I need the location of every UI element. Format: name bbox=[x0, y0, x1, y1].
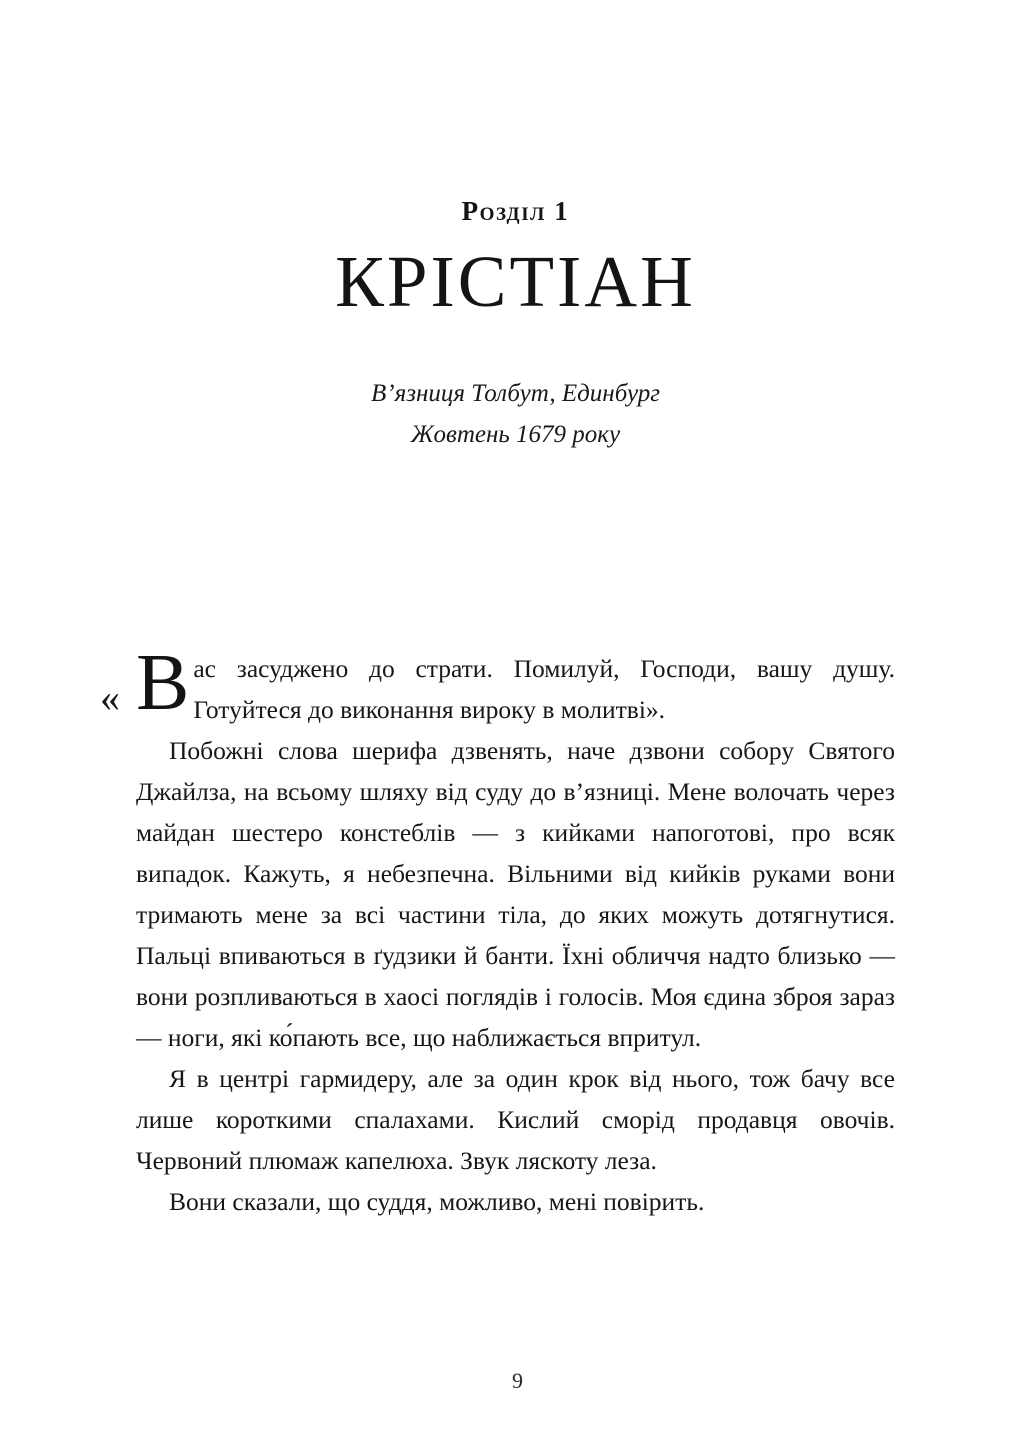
chapter-subtitle-date: Жовтень 1679 року bbox=[410, 420, 621, 448]
chapter-title: КРІСТІАН bbox=[335, 241, 696, 323]
chapter-heading-block bbox=[136, 196, 895, 455]
paragraph-3: Я в центрі гармидеру, але за один крок від нього, тож бачу все лише короткими спалахами. Кислий сморід продавця овочів. Червоний плюмаж капелюха. Звук ляскоту леза. bbox=[136, 1064, 895, 1175]
paragraph-4: Вони сказали, що суддя, можливо, мені повірить. bbox=[169, 1187, 705, 1216]
chapter-number-label: Розділ 1 bbox=[461, 196, 570, 226]
paragraph-2: Побожні слова шерифа дзвенять, наче дзвони собору Святого Джайлза, на всьому шляху від суду до в’язниці. Мене волочать через майдан шестеро констеблів — з кийками напоготові, про всяк випадок. Кажуть, я небезпечна. Вільними від кийків руками вони тримають мене за всі частини тіла, до яких можуть дотягнутися. Пальці впиваються в ґудзики й банти. Їхні обличчя надто близько — вони розпливаються в хаосі поглядів і голосів. Моя єдина зброя зараз — ноги, які ко́пають все, що наближається впритул. bbox=[136, 736, 895, 1052]
chapter-subtitle-location: В’язниця Толбут, Единбург bbox=[371, 380, 660, 408]
page-number: 9 bbox=[512, 1368, 523, 1393]
chapter-subtitle bbox=[136, 374, 895, 455]
paragraph-1-text: ас засуджено до страти. Помилуй, Господи, вашу душу. Готуйтеся до виконання вироку в молитві». bbox=[193, 654, 895, 724]
drop-cap: В bbox=[136, 639, 190, 727]
paragraph-1 bbox=[100, 639, 895, 730]
body-text-column bbox=[100, 639, 895, 1222]
opening-quote-icon: « bbox=[100, 675, 120, 720]
